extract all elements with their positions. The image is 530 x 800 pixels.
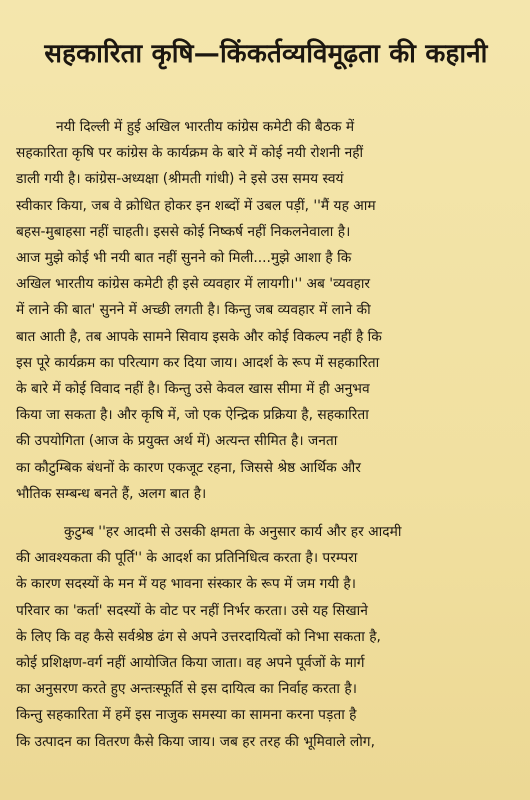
- text-line: का अनुसरण करते हुए अन्तःस्फूर्ति से इस दायित्व का निर्वाह करता है।: [16, 681, 357, 698]
- text-line: कुटुम्ब ''हर आदमी से उसकी क्षमता के अनुसार कार्य और हर आदमी: [64, 524, 402, 541]
- text-line: का कौटुम्बिक बंधनों के कारण एकजूट रहना, जिससे श्रेष्ठ आर्थिक और: [16, 459, 361, 476]
- text-line: सहकारिता कृषि पर कांग्रेस के कार्यक्रम के बारे में कोई नयी रोशनी नहीं: [16, 145, 364, 162]
- text-line: कि उत्पादन का वितरण कैसे किया जाय। जब हर तरह की भूमिवाले लोग,: [16, 733, 375, 750]
- paragraph-1: [16, 114, 516, 507]
- text-line: इस पूरे कार्यक्रम का परित्याग कर दिया जाय। आदर्श के रूप में सहकारिता: [16, 354, 380, 371]
- paragraph-2: [16, 519, 516, 755]
- text-line: की आवश्यकता की पूर्ति'' के आदर्श का प्रतिनिधित्व करता है। परम्परा: [16, 550, 358, 567]
- text-line: स्वीकार किया, जब वे क्रोधित होकर इन शब्दों में उबल पड़ीं, ''मैं यह आम: [16, 197, 376, 214]
- text-line: के कारण सदस्यों के मन में यह भावना संस्कार के रूप में जम गयी है।: [16, 576, 356, 593]
- text-line: के लिए कि वह कैसे सर्वश्रेष्ठ ढंग से अपने उत्तरदायित्वों को निभा सकता है,: [16, 628, 381, 645]
- text-line: किन्तु सहकारिता में हमें इस नाजुक समस्या का सामना करना पड़ता है: [16, 707, 357, 724]
- text-line: में लाने की बात' सुनने में अच्छी लगती है। किन्तु जब व्यवहार में लाने की: [16, 302, 371, 319]
- text-line: की उपयोगिता (आज के प्रयुक्त अर्थ में) अत्यन्त सीमित है। जनता: [16, 433, 338, 450]
- text-line: नयी दिल्ली में हुई अखिल भारतीय कांग्रेस कमेटी की बैठक में: [56, 119, 355, 135]
- page-title: सहकारिता कृषि—किंकर्तव्यविमूढ़ता की कहानी: [44, 39, 488, 69]
- text-line: कोई प्रशिक्षण-वर्ग नहीं आयोजित किया जाता। वह अपने पूर्वजों के मार्ग: [16, 655, 365, 672]
- text-line: बहस-मुबाहसा नहीं चाहती। इससे कोई निष्कर्ष नहीं निकलनेवाला है।: [16, 223, 351, 240]
- text-line: बात आती है, तब आपके सामने सिवाय इसके और कोई विकल्प नहीं है कि: [16, 328, 382, 345]
- text-line: अखिल भारतीय कांग्रेस कमेटी ही इसे व्यवहार में लायगी।'' अब 'व्यवहार: [16, 276, 371, 293]
- text-line: के बारे में कोई विवाद नहीं है। किन्तु उसे केवल खास सीमा में ही अनुभव: [16, 381, 370, 398]
- text-line: आज मुझे कोई भी नयी बात नहीं सुनने को मिली....मुझे आशा है कि: [16, 250, 352, 267]
- text-line: भौतिक सम्बन्ध बनते हैं, अलग बात है।: [16, 485, 207, 502]
- text-line: किया जा सकता है। और कृषि में, जो एक ऐन्द्रिक प्रक्रिया है, सहकारिता: [16, 407, 369, 424]
- text-line: डाली गयी है। कांग्रेस-अध्यक्षा (श्रीमती गांधी) ने इसे उस समय स्वयं: [16, 171, 344, 188]
- text-line: परिवार का 'कर्ता' सदस्यों के वोट पर नहीं निर्भर करता। उसे यह सिखाने: [16, 602, 368, 619]
